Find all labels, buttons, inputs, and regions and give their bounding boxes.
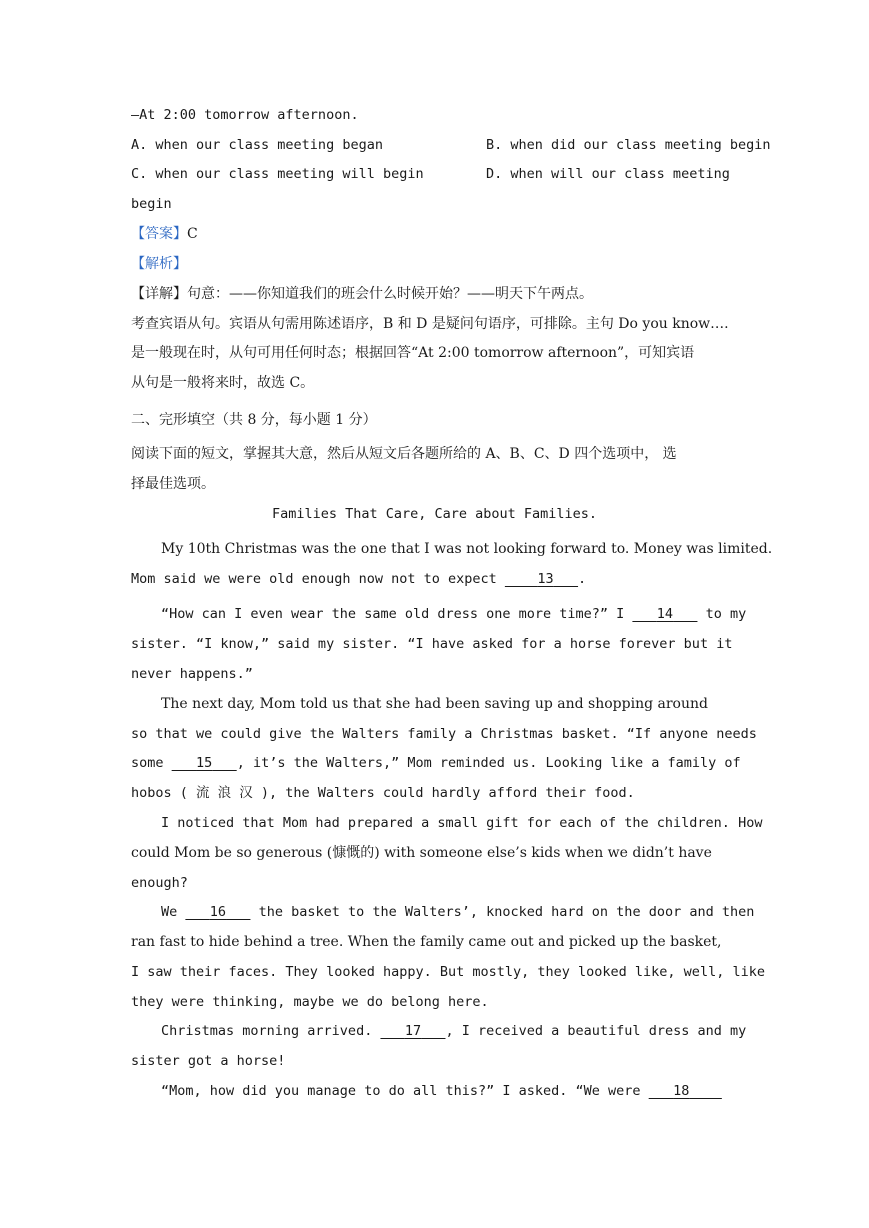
instruction-line-2: 择最佳选项。	[131, 476, 215, 492]
blank-13: 13	[537, 571, 554, 587]
passage-line: “Mom, how did you manage to do all this?” I asked. “We were 18	[161, 1081, 722, 1101]
answer-line	[131, 224, 198, 244]
option-a: A. when our class meeting began	[131, 137, 383, 153]
passage-line: My 10th Christmas was the one that I was not looking forward to. Money was limited.	[161, 541, 773, 557]
passage-line: never happens.”	[131, 666, 253, 682]
passage-line: I noticed that Mom had prepared a small gift for each of the children. How	[161, 815, 763, 831]
detail-text: 句意：——你知道我们的班会什么时候开始？——明天下午两点。	[187, 286, 593, 302]
passage-line: Mom said we were old enough now not to expect 13 .	[131, 571, 587, 587]
option-d: D. when will our class meeting	[486, 166, 730, 182]
blank-18: 18	[673, 1083, 690, 1099]
passage-line: ran fast to hide behind a tree. When the family came out and picked up the basket,	[131, 934, 722, 950]
detail-tag: 【详解】	[131, 286, 187, 302]
section-heading: 二、完形填空（共 8 分，每小题 1 分）	[131, 412, 377, 428]
passage-line: sister got a horse!	[131, 1053, 286, 1069]
answer-value: C	[187, 226, 198, 242]
blank-14: 14	[656, 606, 674, 622]
answer-tag: 【答案】	[131, 226, 187, 242]
analysis-tag: 【解析】	[131, 256, 187, 272]
explanation-line-2: 是一般现在时，从句可用任何时态；根据回答“At 2:00 tomorrow afternoon”，可知宾语	[131, 345, 695, 361]
explanation-line-1: 考查宾语从句。宾语从句需用陈述语序，B 和 D 是疑问句语序，可排除。主句 Do you know….	[131, 316, 729, 332]
passage-line: so that we could give the Walters family a Christmas basket. “If anyone needs	[131, 726, 757, 742]
instruction-line-1: 阅读下面的短文，掌握其大意，然后从短文后各题所给的 A、B、C、D 四个选项中， 选	[131, 446, 677, 462]
detail-line	[131, 284, 593, 304]
passage-line: enough?	[131, 875, 188, 891]
passage-line: they were thinking, maybe we do belong here.	[131, 994, 489, 1010]
passage-line: “How can I even wear the same old dress one more time?” I 14 to my	[161, 606, 747, 622]
passage-line: some 15 , it’s the Walters,” Mom reminded us. Looking like a family of	[131, 755, 741, 771]
passage-title: Families That Care, Care about Families.	[271, 506, 598, 522]
passage-line: sister. “I know,” said my sister. “I have asked for a horse forever but it	[131, 636, 733, 652]
blank-15: 15	[196, 755, 213, 771]
passage-line: I saw their faces. They looked happy. But mostly, they looked like, well, like	[131, 964, 765, 980]
blank-16: 16	[209, 904, 227, 920]
passage-line: could Mom be so generous (慷慨的) with someone else’s kids when we didn’t have	[131, 845, 712, 861]
option-b: B. when did our class meeting begin	[486, 137, 771, 153]
option-c: C. when our class meeting will begin	[131, 166, 424, 182]
explanation-line-3: 从句是一般将来时，故选 C。	[131, 375, 315, 391]
blank-17: 17	[404, 1023, 422, 1039]
passage-line: Christmas morning arrived. 17 , I received a beautiful dress and my	[161, 1023, 747, 1039]
passage-line: The next day, Mom told us that she had been saving up and shopping around	[161, 696, 708, 712]
question-reply: —At 2:00 tomorrow afternoon.	[131, 107, 359, 123]
option-d-continuation: begin	[131, 196, 172, 212]
passage-line: hobos ( 流 浪 汉 ), the Walters could hardly afford their food.	[131, 785, 635, 801]
passage-line: We 16 the basket to the Walters’, knocked hard on the door and then	[161, 904, 755, 920]
